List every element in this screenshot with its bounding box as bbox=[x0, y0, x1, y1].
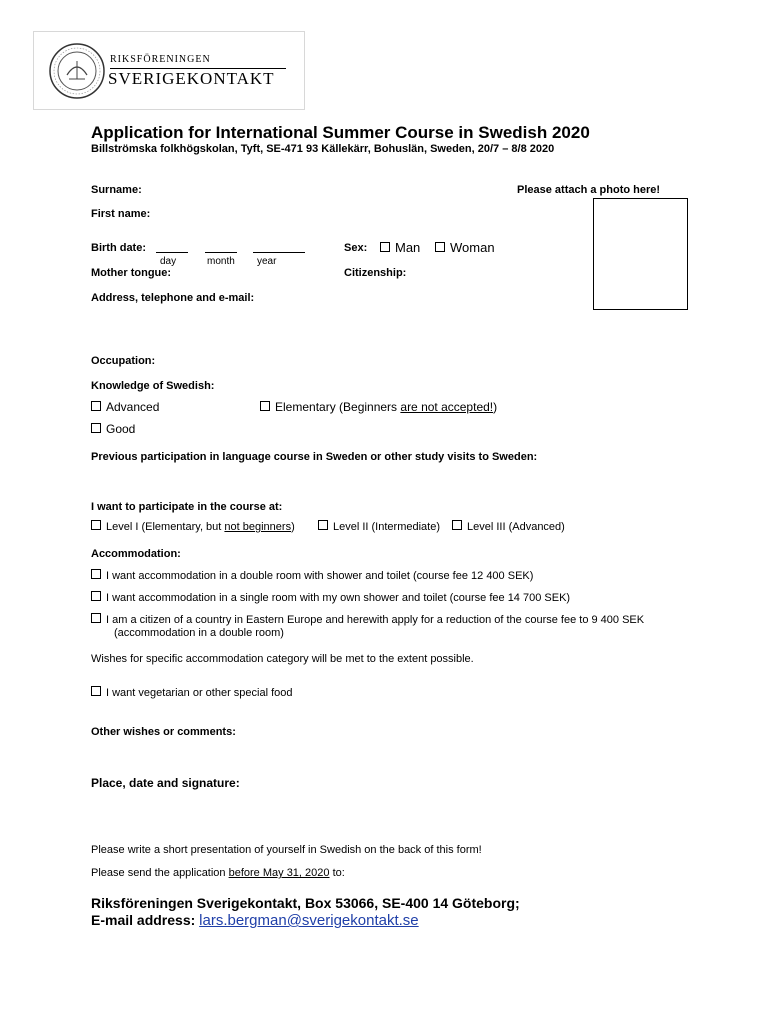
checkbox[interactable] bbox=[452, 520, 462, 530]
checkbox[interactable] bbox=[435, 242, 445, 252]
knowledge-elementary-option[interactable] bbox=[260, 400, 497, 414]
other-wishes-label: Other wishes or comments: bbox=[91, 726, 236, 738]
birth-month-field[interactable] bbox=[205, 243, 237, 253]
vegetarian-option[interactable] bbox=[91, 686, 293, 699]
level-3-label: Level III (Advanced) bbox=[467, 521, 565, 533]
checkbox[interactable] bbox=[91, 569, 101, 579]
email-line bbox=[91, 912, 419, 929]
acc-citizen-option[interactable] bbox=[91, 613, 644, 626]
birth-year-caption: year bbox=[257, 256, 277, 267]
seal-icon bbox=[47, 41, 107, 101]
checkbox[interactable] bbox=[91, 520, 101, 530]
checkbox[interactable] bbox=[260, 401, 270, 411]
knowledge-elementary-close: ) bbox=[493, 400, 498, 414]
postal-address: Riksföreningen Sverigekontakt, Box 53066, SE-400 14 Göteborg; bbox=[91, 895, 520, 911]
sex-man-label: Man bbox=[395, 240, 421, 255]
checkbox[interactable] bbox=[91, 591, 101, 601]
logo-frame bbox=[33, 31, 305, 110]
photo-note: Please attach a photo here! bbox=[517, 184, 661, 196]
checkbox[interactable] bbox=[91, 686, 101, 696]
birth-year-field[interactable] bbox=[253, 243, 305, 253]
birth-day-field[interactable] bbox=[156, 243, 188, 253]
send-deadline: before May 31, 2020 bbox=[228, 867, 330, 879]
birth-month-caption: month bbox=[207, 256, 235, 267]
checkbox[interactable] bbox=[91, 401, 101, 411]
course-label: I want to participate in the course at: bbox=[91, 501, 283, 513]
mother-tongue-label: Mother tongue: bbox=[91, 267, 172, 279]
sex-label: Sex: bbox=[344, 242, 368, 254]
acc-citizen-label: I am a citizen of a country in Eastern Europe and herewith apply for a reduction of the course fee to 9 400 SEK bbox=[106, 614, 645, 626]
presentation-note: Please write a short presentation of yourself in Swedish on the back of this form! bbox=[91, 844, 482, 856]
level-2-option[interactable] bbox=[318, 520, 440, 533]
level-1-option[interactable] bbox=[91, 520, 295, 533]
send-note-pre: Please send the application bbox=[91, 867, 229, 879]
logo-top-line: RIKSFÖRENINGEN bbox=[110, 54, 211, 65]
send-note bbox=[91, 867, 345, 879]
vegetarian-label: I want vegetarian or other special food bbox=[106, 687, 293, 699]
accommodation-label: Accommodation: bbox=[91, 548, 181, 560]
birth-date-label: Birth date: bbox=[91, 242, 146, 254]
checkbox[interactable] bbox=[91, 423, 101, 433]
acc-double-label: I want accommodation in a double room with shower and toilet (course fee 12 400 SEK) bbox=[106, 570, 534, 582]
level-1-close: ) bbox=[291, 521, 295, 533]
surname-label: Surname: bbox=[91, 184, 142, 196]
page-subtitle: Billströmska folkhögskolan, Tyft, SE-471 93 Källekärr, Bohuslän, Sweden, 20/7 – 8/8 2020 bbox=[91, 143, 555, 155]
logo-name: SVERIGEKONTAKT bbox=[108, 69, 275, 88]
email-label: E-mail address: bbox=[91, 912, 196, 928]
knowledge-elementary-label: Elementary (Beginners bbox=[275, 400, 401, 414]
knowledge-advanced-option[interactable] bbox=[91, 400, 159, 414]
acc-citizen-note: (accommodation in a double room) bbox=[114, 627, 284, 639]
sex-man-option[interactable] bbox=[380, 240, 420, 255]
level-1-warning: not beginners bbox=[224, 521, 292, 533]
page-title: Application for International Summer Course in Swedish 2020 bbox=[91, 123, 590, 142]
level-2-label: Level II (Intermediate) bbox=[333, 521, 440, 533]
level-3-option[interactable] bbox=[452, 520, 565, 533]
email-link[interactable]: lars.bergman@sverigekontakt.se bbox=[199, 912, 419, 929]
citizenship-label: Citizenship: bbox=[344, 267, 407, 279]
previous-participation-label: Previous participation in language course in Sweden or other study visits to Sweden: bbox=[91, 451, 538, 463]
acc-wishes-note: Wishes for specific accommodation category will be met to the extent possible. bbox=[91, 653, 474, 665]
knowledge-good-label: Good bbox=[106, 422, 136, 436]
acc-double-option[interactable] bbox=[91, 569, 533, 582]
level-1-label: Level I (Elementary, but bbox=[106, 521, 225, 533]
acc-single-option[interactable] bbox=[91, 591, 570, 604]
acc-single-label: I want accommodation in a single room with my own shower and toilet (course fee 14 700 SEK) bbox=[106, 592, 571, 604]
sex-woman-option[interactable] bbox=[435, 240, 495, 255]
knowledge-good-option[interactable] bbox=[91, 422, 135, 436]
knowledge-label: Knowledge of Swedish: bbox=[91, 380, 215, 392]
sex-woman-label: Woman bbox=[450, 240, 495, 255]
occupation-label: Occupation: bbox=[91, 355, 156, 367]
checkbox[interactable] bbox=[91, 613, 101, 623]
signature-label: Place, date and signature: bbox=[91, 776, 240, 790]
checkbox[interactable] bbox=[318, 520, 328, 530]
knowledge-elementary-warning: are not accepted! bbox=[400, 400, 494, 414]
birth-day-caption: day bbox=[160, 256, 177, 267]
checkbox[interactable] bbox=[380, 242, 390, 252]
address-label: Address, telephone and e-mail: bbox=[91, 292, 255, 304]
first-name-label: First name: bbox=[91, 208, 151, 220]
send-note-post: to: bbox=[329, 867, 345, 879]
knowledge-advanced-label: Advanced bbox=[106, 400, 160, 414]
photo-box[interactable] bbox=[593, 198, 688, 310]
